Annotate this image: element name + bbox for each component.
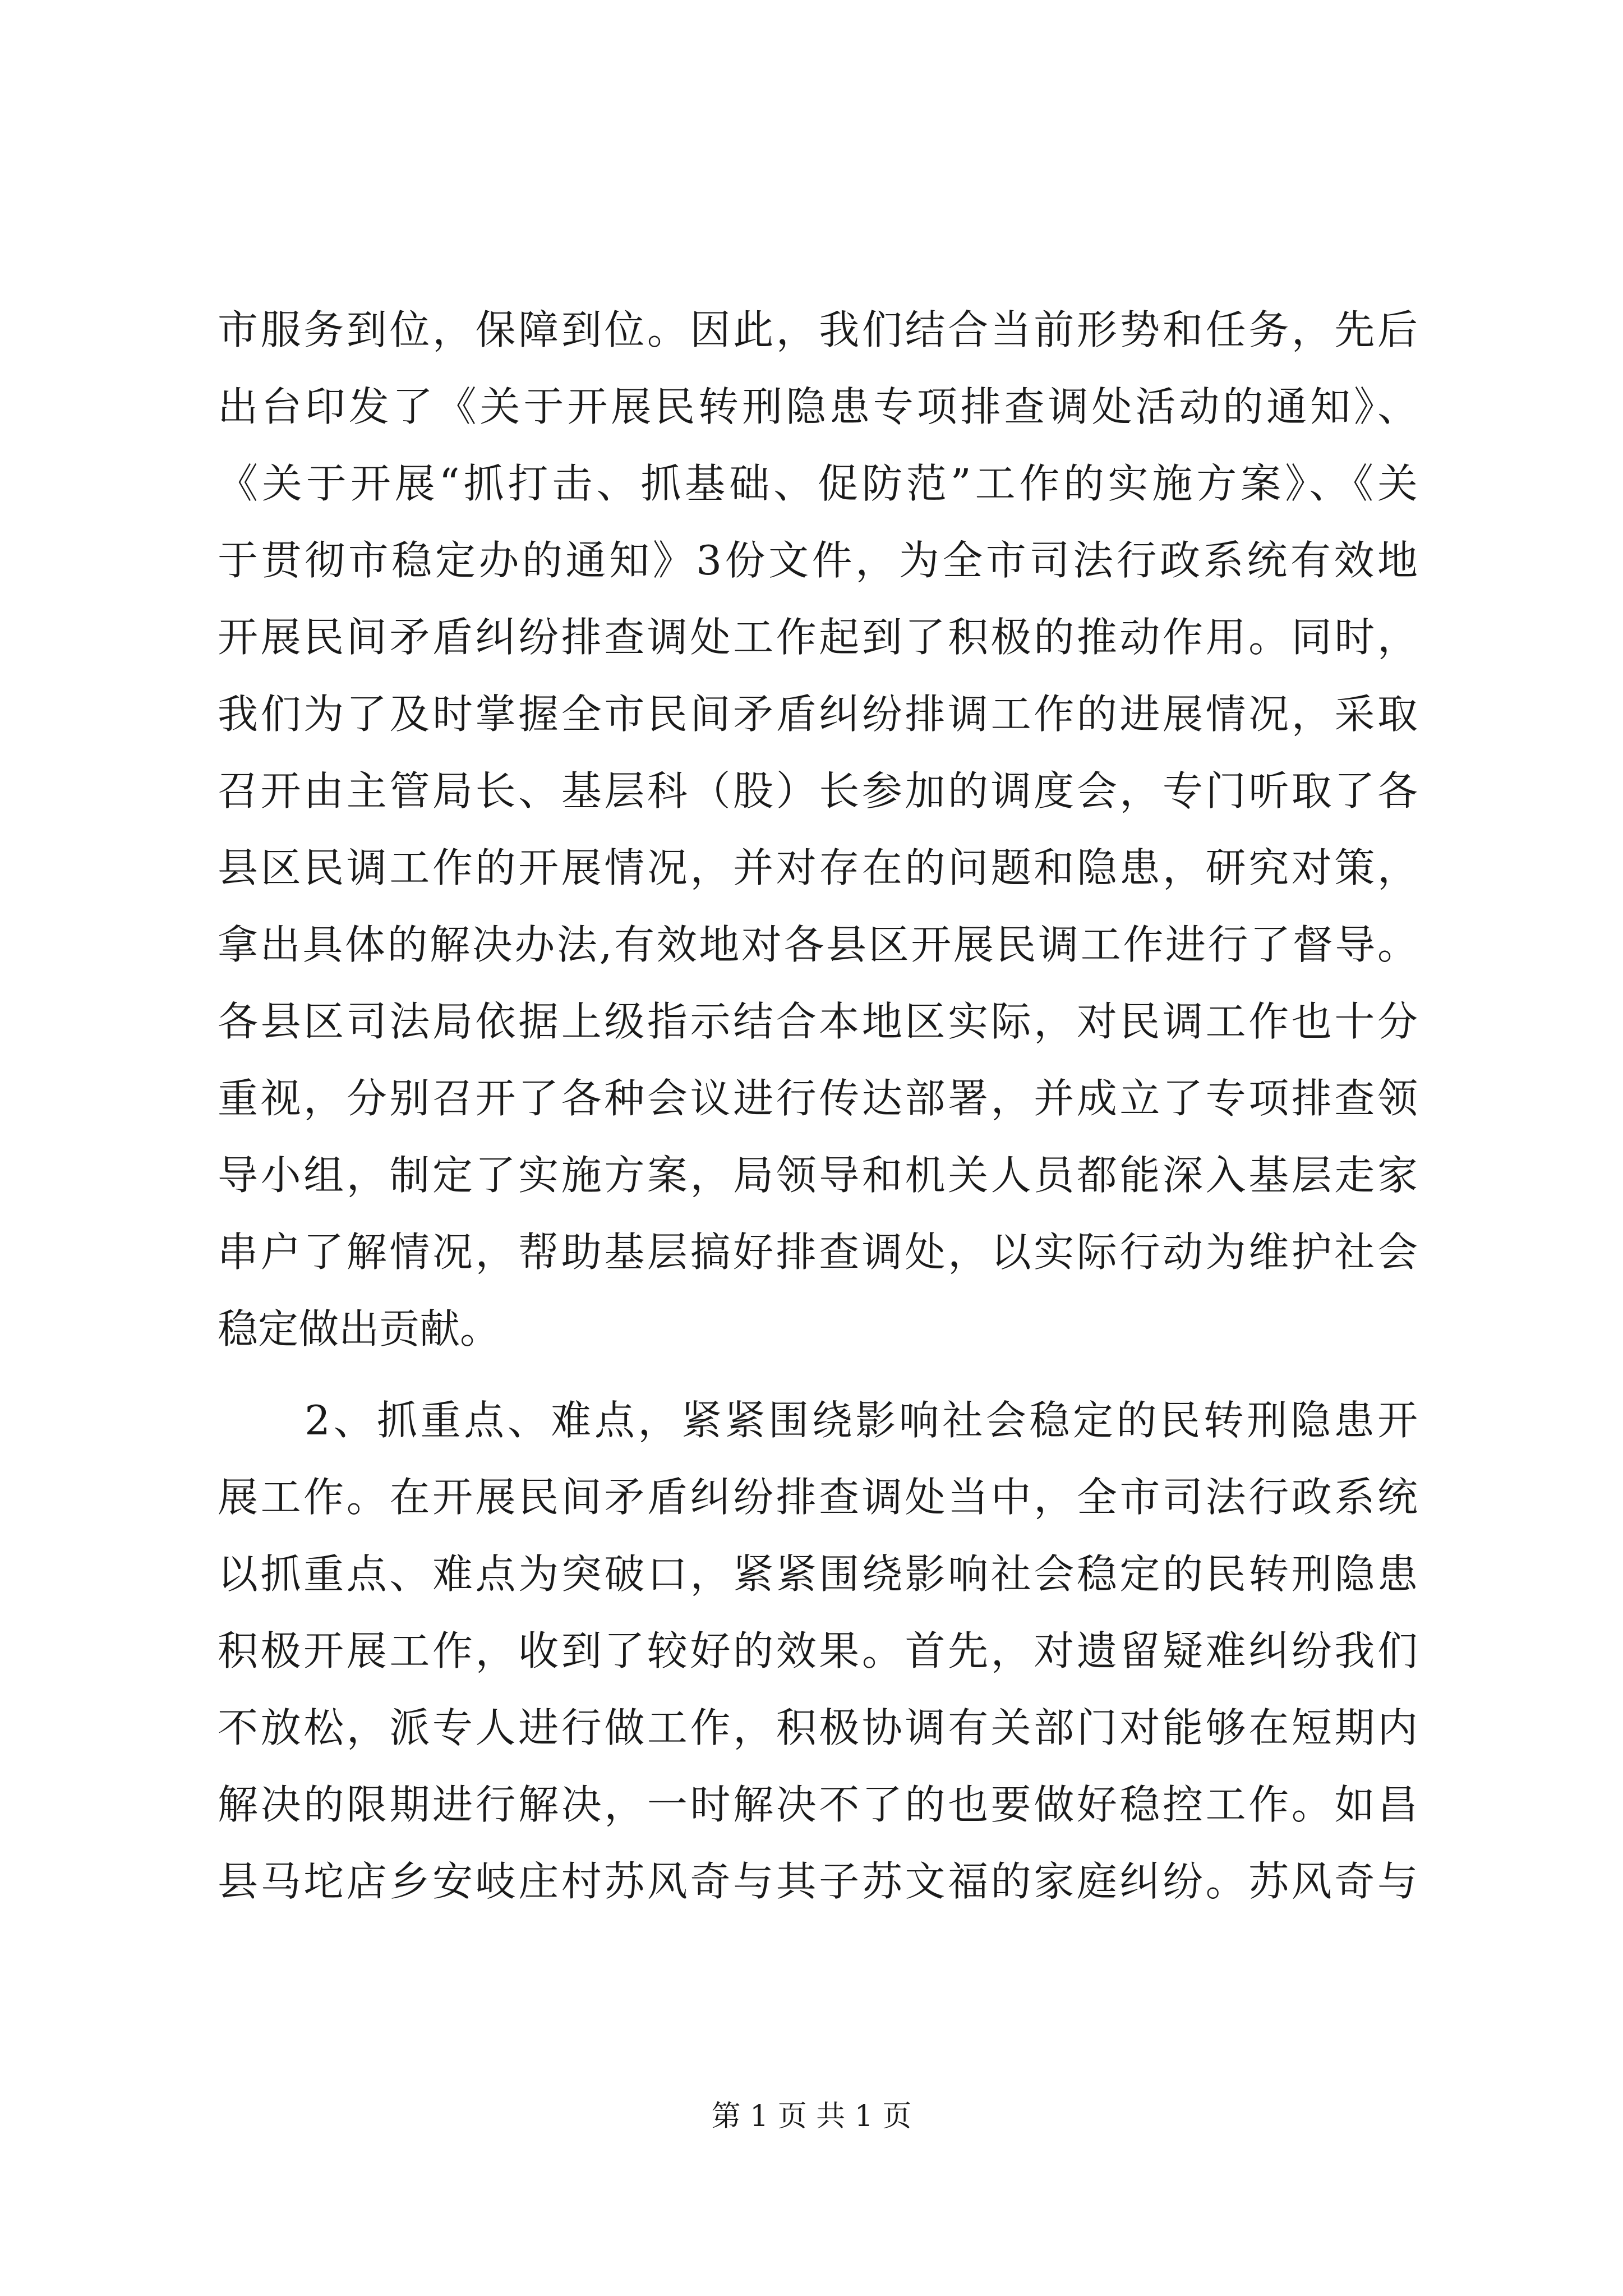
- text-line: 县区民调工作的开展情况，并对存在的问题和隐患，研究对策，: [218, 844, 1418, 891]
- page-number: 第 1 页 共 1 页: [711, 2100, 912, 2133]
- text-line: 县马坨店乡安岐庄村苏风奇与其子苏文福的家庭纠纷。苏风奇与: [218, 1858, 1418, 1905]
- text-line: 我们为了及时掌握全市民间矛盾纠纷排调工作的进展情况，采取: [218, 691, 1418, 738]
- text-line: 开展民间矛盾纠纷排查调处工作起到了积极的推动作用。同时，: [218, 614, 1418, 661]
- text-line: 稳定做出贡献。: [218, 1305, 501, 1352]
- text-line: 2、抓重点、难点，紧紧围绕影响社会稳定的民转刑隐患开: [218, 1397, 1418, 1444]
- text-line: 《关于开展“抓打击、抓基础、促防范”工作的实施方案》、《关: [218, 460, 1418, 507]
- paragraph-2: [218, 1382, 1418, 1920]
- text-line: 召开由主管局长、基层科（股）长参加的调度会，专门听取了各: [218, 767, 1418, 815]
- text-line: 拿出具体的解决办法,有效地对各县区开展民调工作进行了督导。: [218, 921, 1418, 968]
- text-line: 出台印发了《关于开展民转刑隐患专项排查调处活动的通知》、: [218, 383, 1418, 430]
- text-line: 解决的限期进行解决，一时解决不了的也要做好稳控工作。如昌: [218, 1781, 1418, 1828]
- text-line: 串户了解情况，帮助基层搞好排查调处，以实际行动为维护社会: [218, 1228, 1418, 1276]
- text-line: 导小组，制定了实施方案，局领导和机关人员都能深入基层走家: [218, 1152, 1418, 1199]
- text-line: 不放松，派专人进行做工作，积极协调有关部门对能够在短期内: [218, 1704, 1418, 1751]
- text-line: 展工作。在开展民间矛盾纠纷排查调处当中，全市司法行政系统: [218, 1474, 1418, 1521]
- body-text: [218, 292, 1418, 1920]
- text-line: 各县区司法局依据上级指示结合本地区实际，对民调工作也十分: [218, 998, 1418, 1045]
- text-line: 积极开展工作，收到了较好的效果。首先，对遗留疑难纠纷我们: [218, 1627, 1418, 1674]
- paragraph-1: [218, 292, 1418, 1368]
- text-line: 于贯彻市稳定办的通知》3份文件，为全市司法行政系统有效地: [218, 537, 1418, 584]
- text-line: 市服务到位，保障到位。因此，我们结合当前形势和任务，先后: [218, 306, 1418, 353]
- page-footer: [0, 2097, 1623, 2136]
- text-line: 以抓重点、难点为突破口，紧紧围绕影响社会稳定的民转刑隐患: [218, 1550, 1418, 1598]
- text-line: 重视，分别召开了各种会议进行传达部署，并成立了专项排查领: [218, 1075, 1418, 1122]
